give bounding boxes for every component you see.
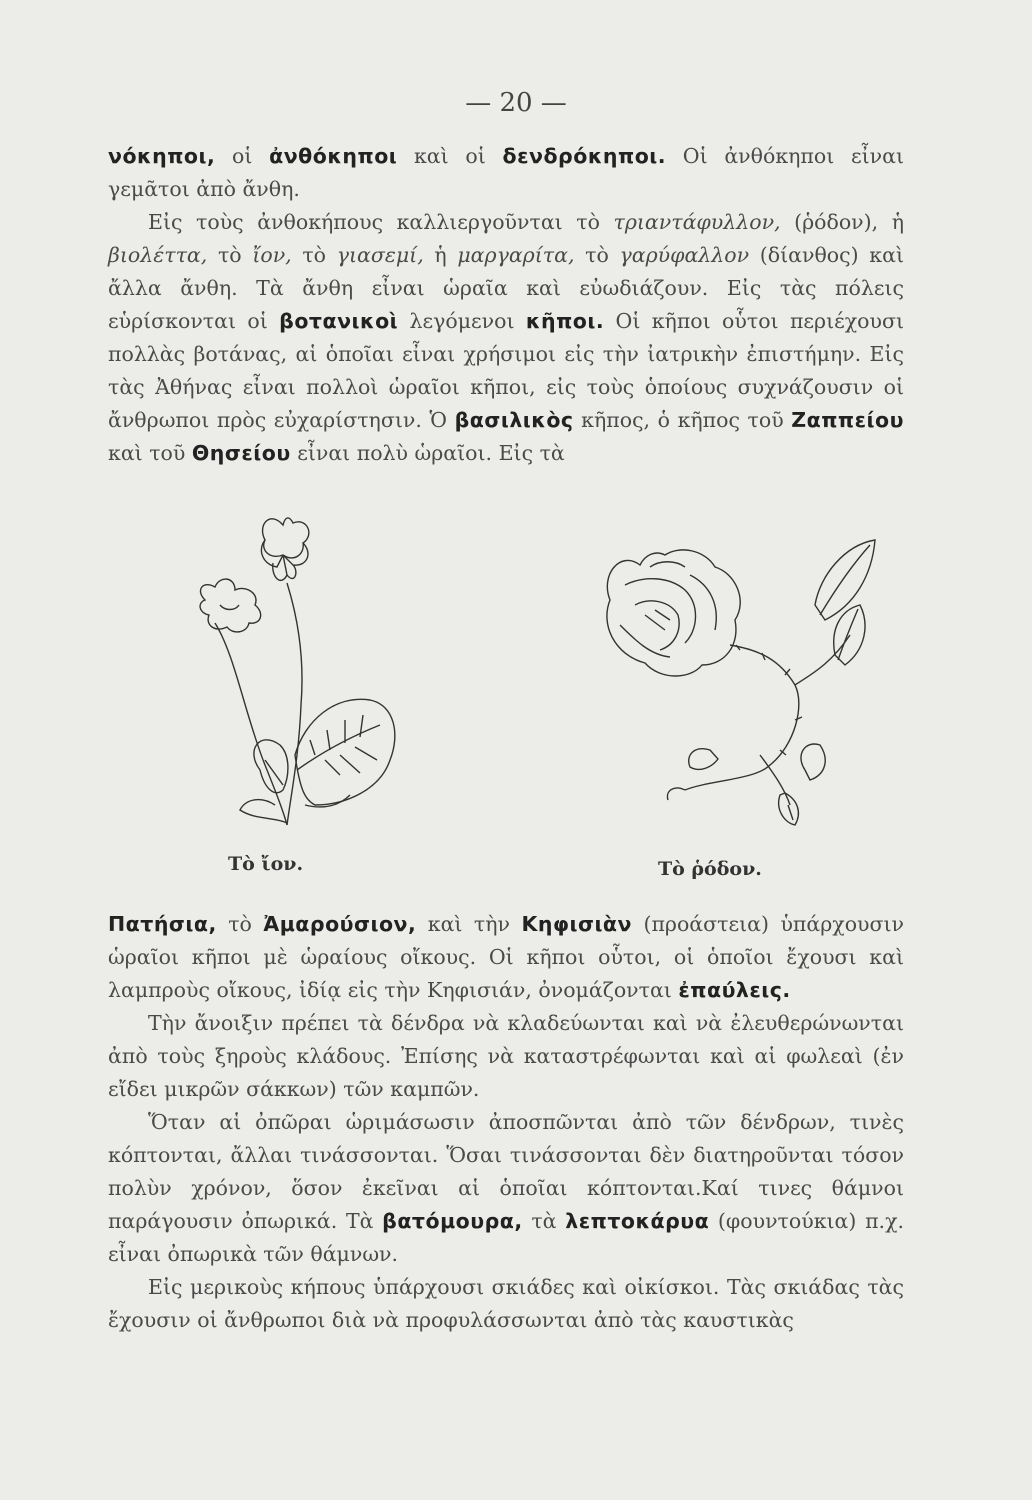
violet-caption: Τὸ ἴον.: [228, 853, 304, 875]
text: (δίανθος) καὶ ἄλλα ἄνθη. Τὰ ἄνθη εἶναι ὡραῖα καὶ εὐωδιάζουν. Εἰς τὰς πόλεις εὑρίσκονται οἱ: [108, 243, 904, 333]
paragraph-spring-pruning: Τὴν ἄνοιξιν πρέπει τὰ δένδρα νὰ κλαδεύωνται καὶ νὰ ἐλευθερώνωνται ἀπὸ τοὺς ξηροὺς κλάδους. Ἐπίσης νὰ καταστρέφωνται καὶ αἱ φωλεαὶ (ἐν εἴδει μικρῶν σάκκων) τῶν καμπῶν.: [108, 1011, 904, 1101]
term: Θησείου: [191, 441, 291, 465]
page-number: — 20 —: [465, 88, 567, 118]
term: Ζαππείου: [791, 408, 904, 432]
flower-name: τριαντάφυλλον,: [613, 210, 781, 234]
text: καὶ τοῦ: [108, 441, 192, 465]
text: λεγόμενοι: [398, 309, 526, 333]
text: (ῥόδον), ἡ: [780, 210, 904, 234]
term: βασιλικὸς: [454, 408, 574, 432]
text: Ὅταν αἱ ὀπῶραι ὡριμάσωσιν ἀποσπῶνται ἀπὸ τῶν δένδρων, τινὲς κόπτονται, ἄλλαι τινάσσονται. Ὅσαι τινάσσονται δὲν διατηροῦνται τόσον πολὺν χρόνον, ὅσον ἐκεῖναι αἱ ὁποῖαι κόπτονται.Καί τινες θάμνοι παράγουσιν ὀπωρικά. Τὰ: [108, 1110, 904, 1233]
term: δενδρόκηποι.: [502, 144, 667, 168]
text: κῆπος, ὁ κῆπος τοῦ: [573, 408, 792, 432]
text: τὸ: [207, 243, 253, 267]
text: οἱ: [215, 144, 270, 168]
term: βοτανικοὶ: [279, 309, 399, 333]
paragraph-flower-gardens: [108, 206, 904, 470]
term: Κηφισιὰν: [521, 912, 632, 936]
flower-name: γιασεμί,: [336, 243, 424, 267]
text: τὸ: [216, 912, 264, 936]
rose-illustration: [590, 505, 880, 835]
term: ἀνθόκηποι: [269, 144, 398, 168]
term: λεπτοκάρυα: [565, 1209, 710, 1233]
text: Εἰς τοὺς ἀνθοκήπους καλλιεργοῦνται τὸ: [148, 210, 614, 234]
text: Οἱ ἀνθόκηποι εἶναι γεμᾶτοι ἀπὸ ἄνθη.: [108, 144, 904, 201]
text: τὸ: [291, 243, 337, 267]
term: κῆποι.: [525, 309, 605, 333]
paragraph-suburbs: [108, 908, 904, 1007]
term: ἐπαύλεις.: [678, 978, 791, 1002]
term: Πατήσια,: [108, 912, 217, 936]
term: Ἀμαρούσιον,: [263, 912, 417, 936]
text: (προάστεια) ὑπάρχουσιν ὡραῖοι κῆποι μὲ ὡραίους οἴκους. Οἱ κῆποι οὗτοι, οἱ ὁποῖοι ἔχουσι καὶ λαμπροὺς οἴκους, ἰδίᾳ εἰς τὴν Κηφισιάν, ὀνομάζονται: [108, 912, 904, 1002]
text: (φουντούκια) π.χ. εἶναι ὀπωρικὰ τῶν θάμνων.: [108, 1209, 905, 1266]
text: τὸ: [574, 243, 620, 267]
text: ἡ: [423, 243, 458, 267]
paragraph-arbors: Εἰς μερικοὺς κήπους ὑπάρχουσι σκιάδες καὶ οἰκίσκοι. Τὰς σκιάδας τὰς ἔχουσιν οἱ ἄνθρωποι διὰ νὰ προφυλάσσωνται ἀπὸ τὰς καυστικὰς: [108, 1275, 904, 1332]
text: καὶ τὴν: [416, 912, 522, 936]
bottom-text-block: [108, 908, 904, 1337]
top-text-block: [108, 140, 904, 470]
paragraph-fruits: [108, 1106, 904, 1271]
text: τὰ: [522, 1209, 566, 1233]
text: καὶ οἱ: [397, 144, 503, 168]
flower-name: ἴον,: [252, 243, 292, 267]
term: νόκηποι,: [108, 144, 216, 168]
text: Οἱ κῆποι οὗτοι περιέχουσι πολλὰς βοτάνας, αἱ ὁποῖαι εἶναι χρήσιμοι εἰς τὴν ἰατρικὴν ἐπιστήμην. Εἰς τὰς Ἀθήνας εἶναι πολλοὶ ὡραῖοι κῆποι, εἰς τοὺς ὁποίους συχνάζουσιν οἱ ἄνθρωποι πρὸς εὐχαρίστησιν. Ὁ: [108, 309, 905, 432]
paragraph-gardens-types: [108, 140, 904, 206]
rose-caption: Τὸ ῥόδον.: [658, 858, 762, 880]
flower-name: μαργαρίτα,: [457, 243, 575, 267]
term: βατόμουρα,: [382, 1209, 523, 1233]
text: εἶναι πολὺ ὡραῖοι. Εἰς τὰ: [290, 441, 565, 465]
flower-name: βιολέττα,: [108, 243, 208, 267]
flower-name: γαρύφαλλον: [619, 243, 750, 267]
violet-illustration: [165, 505, 425, 835]
